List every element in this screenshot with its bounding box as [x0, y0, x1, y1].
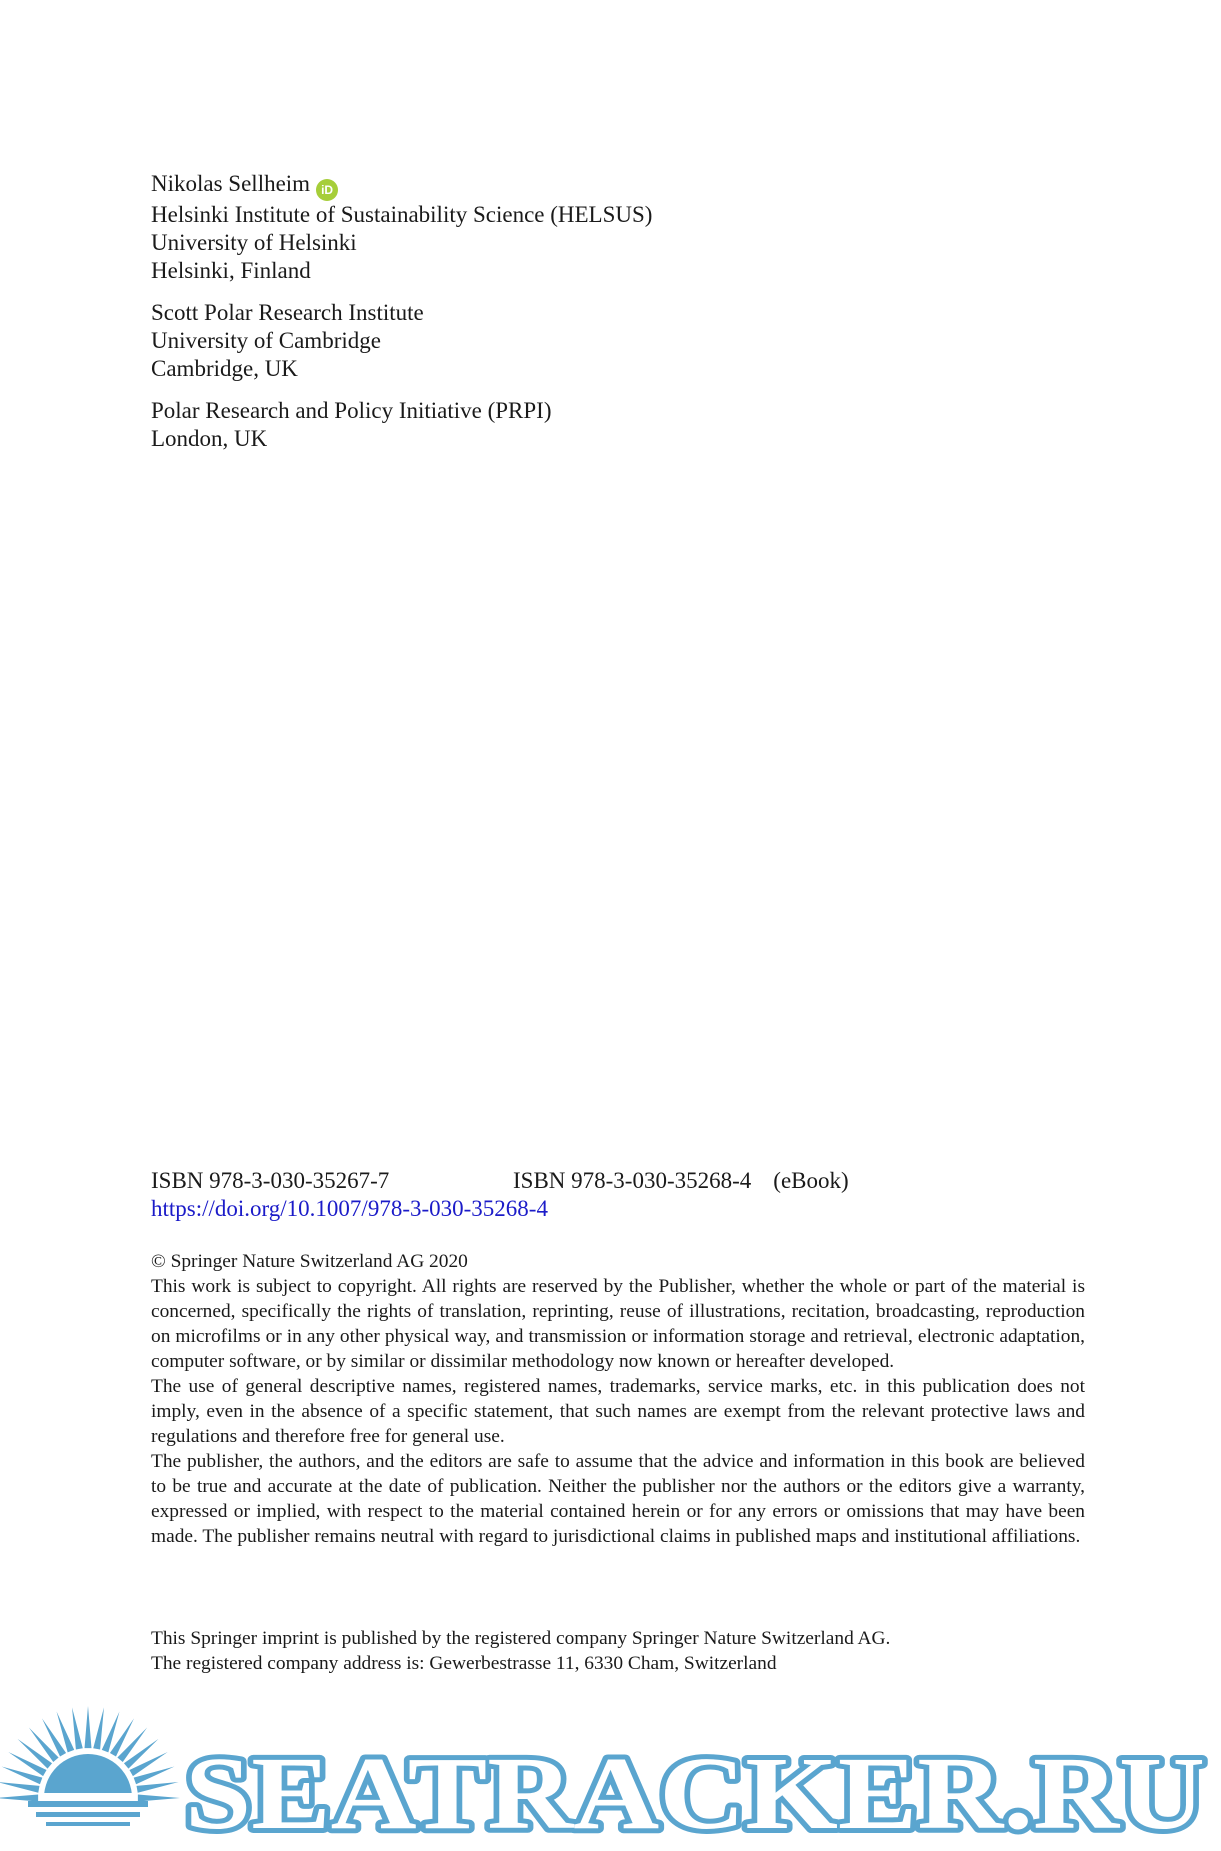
- copyright-paragraph: The publisher, the authors, and the editors are safe to assume that the advice and information in this book are believed to be true and accurate at the date of publication. Neither the publisher nor the authors or the editors give a warranty, expressed or implied, with respect to the material contained herein or for any errors or omissions that may have been made. The publisher remains neutral with regard to jurisdictional claims in published maps and institutional affiliations.: [151, 1451, 1085, 1547]
- author-block: [151, 170, 851, 467]
- sun-logo-icon: [0, 1706, 180, 1842]
- affiliation-line: Scott Polar Research Institute: [151, 300, 424, 325]
- affiliation-line: Cambridge, UK: [151, 356, 298, 381]
- doi-link[interactable]: https://doi.org/10.1007/978-3-030-35268-4: [151, 1196, 548, 1221]
- affiliation-line: Helsinki Institute of Sustainability Science (HELSUS): [151, 202, 653, 227]
- orcid-icon[interactable]: iD: [316, 179, 338, 201]
- imprint-address-line: The registered company address is: Gewerbestrasse 11, 6330 Cham, Switzerland: [151, 1653, 777, 1674]
- affiliation-line: Helsinki, Finland: [151, 258, 311, 283]
- isbn-block: [151, 1167, 1091, 1223]
- affiliation-group-3: [151, 397, 851, 453]
- author-name-line: [151, 170, 851, 201]
- watermark-text: SEATRACKER.RU: [185, 1736, 1205, 1851]
- author-name: Nikolas Sellheim: [151, 171, 311, 196]
- watermark: [0, 1690, 1221, 1851]
- affiliation-line: London, UK: [151, 426, 268, 451]
- affiliation-line: University of Cambridge: [151, 328, 381, 353]
- ebook-tag: (eBook): [773, 1168, 849, 1193]
- affiliation-group-1: [151, 170, 851, 285]
- affiliation-line: Polar Research and Policy Initiative (PRPI): [151, 398, 552, 423]
- copyright-block: [151, 1249, 1085, 1549]
- affiliation-line: University of Helsinki: [151, 230, 357, 255]
- copyright-line: © Springer Nature Switzerland AG 2020: [151, 1251, 468, 1272]
- imprint-line: This Springer imprint is published by the registered company Springer Nature Switzerland AG.: [151, 1628, 891, 1649]
- affiliation-group-2: [151, 299, 851, 383]
- isbn-row: [151, 1167, 1091, 1195]
- imprint-block: [151, 1626, 1085, 1676]
- copyright-paragraph: This work is subject to copyright. All rights are reserved by the Publisher, whether the whole or part of the material is concerned, specifically the rights of translation, reprinting, reuse of illustrations, recitation, broadcasting, reproduction on microfilms or in any other physical way, and transmission or information storage and retrieval, electronic adaptation, computer software, or by similar or dissimilar methodology now known or hereafter developed.: [151, 1276, 1085, 1372]
- isbn-ebook: ISBN 978-3-030-35268-4: [513, 1168, 752, 1193]
- copyright-paragraph: The use of general descriptive names, registered names, trademarks, service marks, etc. in this publication does not imply, even in the absence of a specific statement, that such names are exempt from the relevant protective laws and regulations and therefore free for general use.: [151, 1376, 1085, 1447]
- isbn-print: ISBN 978-3-030-35267-7: [151, 1168, 390, 1193]
